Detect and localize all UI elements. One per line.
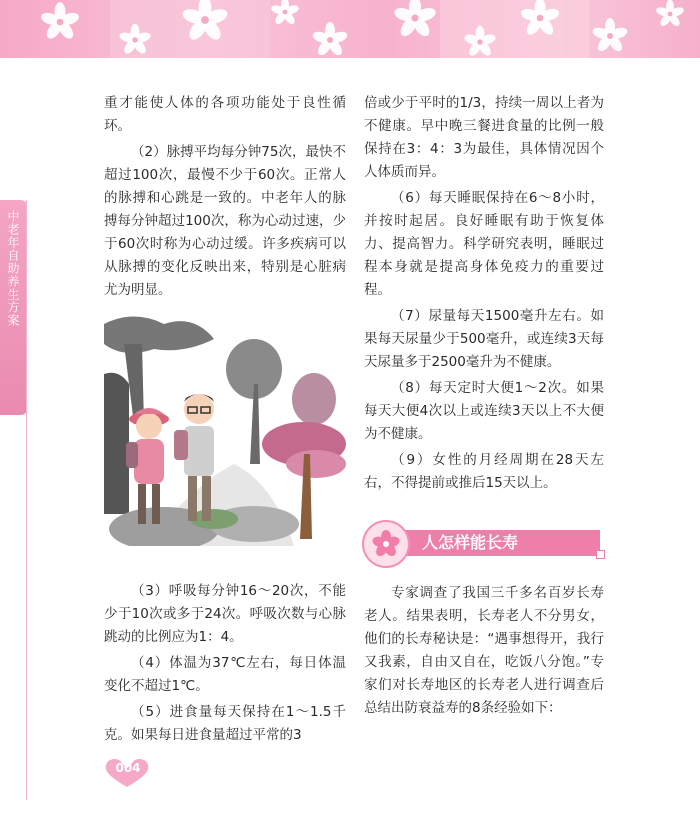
heading-badge [362, 520, 410, 568]
top-banner [0, 0, 700, 58]
flower-icon [364, 522, 408, 566]
paragraph: （5）进食量每天保持在1～1.5千克。如果每日进食量超过平常的3 [104, 704, 346, 743]
side-divider-line [26, 200, 27, 800]
paragraph: 专家调查了我国三千多名百岁长寿老人。结果表明，长寿老人不分男女，他们的长寿秘诀是：“遇事想得开，我行又我素，自由又自在，吃饭八分饱。”专家们对长寿地区的长寿老人进行调查后总结出防衰益寿的8条经验如下： [364, 585, 604, 716]
right-column-upper [364, 92, 604, 498]
paragraph: （2）脉搏平均每分钟75次，最快不超过100次，最慢不少于60次。正常人的脉搏和心跳是一致的。中老年人的脉搏每分钟超过100次，称为心动过速，少于60次时称为心动过缓。许多疾病可以从脉搏的变化反映出来，特别是心脏病尤为明显。 [104, 144, 346, 298]
page-number: 004 [115, 761, 141, 775]
section-title: 人怎样能长寿 [422, 533, 519, 552]
right-column-lower [364, 582, 604, 723]
section-heading [362, 520, 602, 560]
side-chapter-title: 中老年自助养生方案 [6, 210, 20, 327]
illustration-elderly-couple-walking [104, 314, 346, 546]
paragraph: （6）每天睡眠保持在6～8小时，并按时起居。良好睡眠有助于恢复体力、提高智力。科学研究表明，睡眠过程本身就是提高身体免疫力的重要过程。 [364, 190, 604, 298]
paragraph: 重才能使人体的各项功能处于良性循环。 [104, 95, 346, 134]
left-column-lower [104, 580, 346, 750]
paragraph: （8）每天定时大便1～2次。如果每天大便4次以上或连续3天以上不大便为不健康。 [364, 380, 604, 442]
paragraph: （3）呼吸每分钟16～20次，不能少于10次或多于24次。呼吸次数与心脉跳动的比例应为1：4。 [104, 583, 346, 645]
paragraph: （9）女性的月经周期在28天左右，不得提前或推后15天以上。 [364, 452, 604, 491]
left-column-upper [104, 92, 346, 305]
paragraph: 倍或少于平时的1/3，持续一周以上者为不健康。早中晚三餐进食量的比例一般保持在3：4：3为最佳，具体情况因个人体质而异。 [364, 95, 604, 180]
banner-flowers [0, 0, 700, 58]
paragraph: （7）尿量每天1500毫升左右。如果每天尿量少于500毫升，或连续3天每天尿量多于2500毫升为不健康。 [364, 308, 604, 370]
paragraph: （4）体温为37℃左右，每日体温变化不超过1℃。 [104, 655, 346, 694]
heading-end-square [596, 550, 605, 559]
